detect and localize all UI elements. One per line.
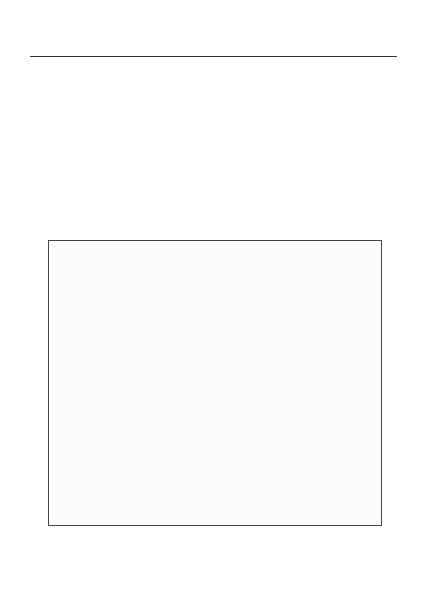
page-header (30, 44, 397, 57)
core-log-svg (49, 241, 381, 525)
core-log-figure (48, 240, 382, 526)
